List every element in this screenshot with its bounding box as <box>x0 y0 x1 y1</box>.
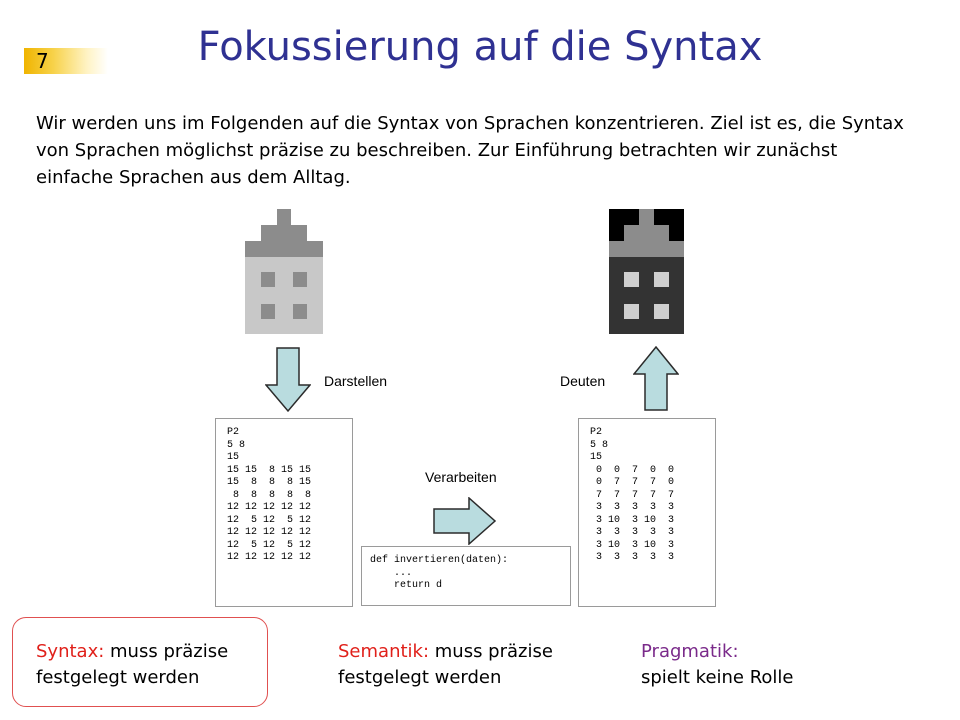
inverted-house-image <box>609 209 684 334</box>
semantik-line2: festgelegt werden <box>338 667 502 688</box>
semantik-line1: muss präzise <box>429 641 553 662</box>
deuten-label: Deuten <box>560 373 606 389</box>
syntax-line2: festgelegt werden <box>36 667 200 688</box>
program-text: def invertieren(daten): ... return d <box>370 555 509 591</box>
syntax-keyword: Syntax: <box>36 641 105 662</box>
pragmatik-statement <box>641 639 794 691</box>
right-arrow-icon <box>433 497 497 545</box>
syntax-line1: muss präzise <box>104 641 229 662</box>
pgm-inverted-text: P2 5 8 15 0 0 7 0 0 0 7 7 7 0 7 7 7 7 7 3 3 3 3 3 3 10 3 10 3 3 3 3 3 3 3 10 3 10 3 3 3 3 3 3 <box>590 427 675 563</box>
pragmatik-line2: spielt keine Rolle <box>641 667 794 688</box>
pgm-original-box <box>215 418 353 607</box>
pgm-original-text: P2 5 8 15 15 15 8 15 15 15 8 8 8 15 8 8 8 8 8 12 12 12 12 12 12 5 12 5 12 12 12 12 12 12 12 5 12 5 12 12 12 12 12 12 <box>227 427 312 563</box>
original-house-image <box>245 209 323 334</box>
pgm-inverted-box <box>578 418 716 607</box>
intro-paragraph: Wir werden uns im Folgenden auf die Syntax von Sprachen konzentrieren. Ziel ist es, die Syntax von Sprachen möglichst präzise zu beschreiben. Zur Einführung betrachten wir zunächst einfache Sprachen aus dem Alltag. <box>36 113 904 188</box>
darstellen-label: Darstellen <box>324 373 388 389</box>
up-arrow-icon <box>633 346 679 412</box>
syntax-statement <box>36 639 228 691</box>
down-arrow-icon <box>265 347 311 413</box>
slide-number: 7 <box>36 49 49 73</box>
slide-title: Fokussierung auf die Syntax <box>197 24 763 70</box>
semantik-keyword: Semantik: <box>338 641 430 662</box>
verarbeiten-label: Verarbeiten <box>425 469 497 485</box>
semantik-statement <box>338 639 553 691</box>
pragmatik-keyword: Pragmatik: <box>641 641 739 662</box>
program-box <box>361 546 571 606</box>
